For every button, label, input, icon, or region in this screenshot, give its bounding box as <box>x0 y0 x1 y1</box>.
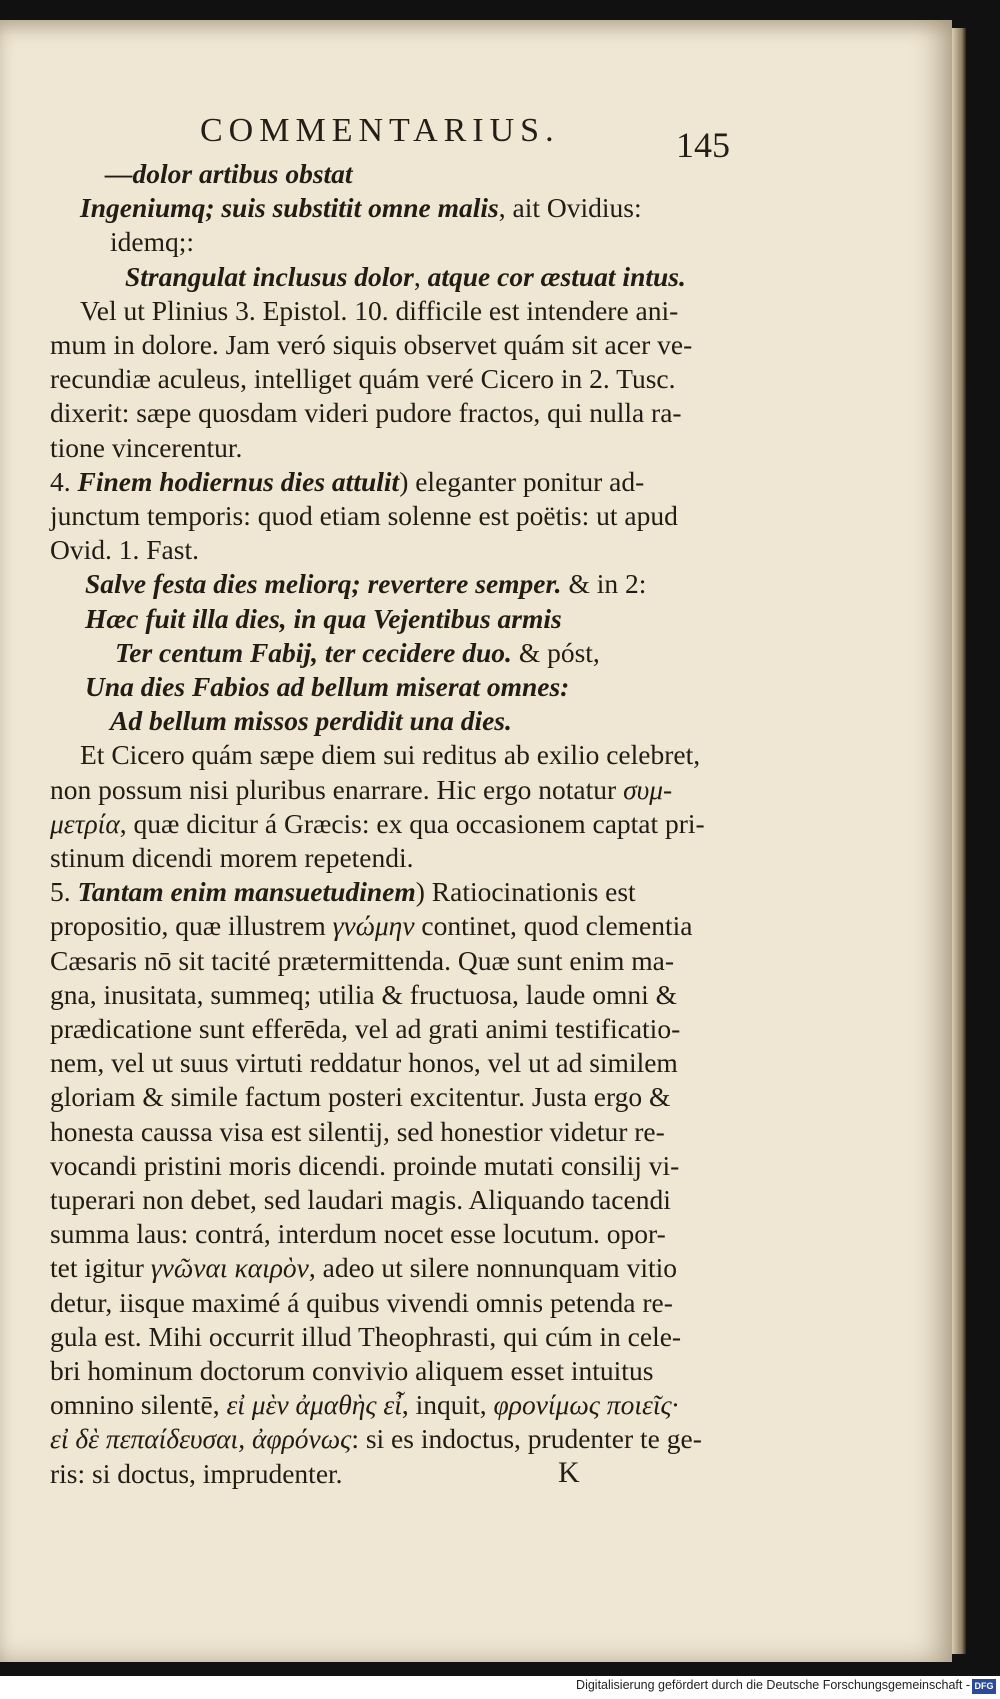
roman-text: summa laus: contrá, interdum nocet esse locutum. opor- <box>50 1218 666 1249</box>
text-line <box>50 1251 677 1285</box>
italic-quotation: Hæc fuit illa dies, in qua Vejentibus armis <box>85 603 562 634</box>
italic-quotation: Tantam enim mansuetudinem <box>77 876 416 907</box>
roman-text: bri hominum doctorum convivio aliquem esset intuitus <box>50 1355 654 1386</box>
roman-text: gula est. Mihi occurrit illud Theophrasti, qui cúm in cele- <box>50 1321 682 1352</box>
text-line <box>85 670 569 704</box>
roman-text: 4. <box>50 466 78 497</box>
text-line <box>50 1012 680 1046</box>
greek-phrase: συμ- <box>623 774 673 805</box>
catchword: K <box>558 1456 580 1489</box>
text-line <box>50 909 693 943</box>
roman-text: propositio, quæ illustrem <box>50 910 333 941</box>
roman-text: & in 2: <box>561 568 647 599</box>
greek-phrase: γνώμην <box>332 910 415 941</box>
text-line <box>80 294 678 328</box>
text-line <box>110 704 512 738</box>
italic-quotation: —dolor artibus obstat <box>105 158 353 189</box>
text-line <box>105 157 353 191</box>
running-head: COMMENTARIUS. <box>200 112 560 149</box>
text-line <box>50 1046 678 1080</box>
roman-text: omnino silentē, <box>50 1389 227 1420</box>
roman-text: tione vincerentur. <box>50 432 243 463</box>
roman-text: gloriam & simile factum posteri excitentur. Justa ergo & <box>50 1081 671 1112</box>
book-page <box>0 20 952 1662</box>
text-line <box>50 841 414 875</box>
roman-text: Et Cicero quám sæpe diem sui reditus ab exilio celebret, <box>80 739 701 770</box>
italic-quotation: Ter centum Fabij, ter cecidere duo. <box>115 637 512 668</box>
text-line <box>50 1115 665 1149</box>
text-line <box>50 431 242 465</box>
roman-text: detur, iisque maximé á quibus vivendi omnis petenda re- <box>50 1287 673 1318</box>
text-line <box>50 978 677 1012</box>
roman-text: Ovid. 1. Fast. <box>50 534 199 565</box>
text-line <box>80 191 642 225</box>
italic-quotation: Salve festa dies meliorq; revertere semper. <box>85 568 562 599</box>
text-line <box>50 807 705 841</box>
italic-quotation: atque cor æstuat intus. <box>427 261 686 292</box>
funding-credit: Digitalisierung gefördert durch die Deutsche Forschungsgemeinschaft - <box>576 1678 970 1692</box>
text-line <box>80 738 700 772</box>
roman-text: junctum temporis: quod etiam solenne est poëtis: ut apud <box>50 500 678 531</box>
italic-quotation: Ad bellum missos perdidit una dies. <box>110 705 512 736</box>
text-line <box>85 567 646 601</box>
page-number: 145 <box>676 125 730 165</box>
text-line <box>50 396 682 430</box>
text-line <box>50 1080 670 1114</box>
text-line <box>50 875 636 909</box>
text-line <box>85 602 562 636</box>
roman-text: dixerit: sæpe quosdam videri pudore fractos, qui nulla ra- <box>50 397 682 428</box>
roman-text: non possum nisi pluribus enarrare. Hic ergo notatur <box>50 774 624 805</box>
text-line <box>50 1149 679 1183</box>
greek-phrase: μετρία <box>50 808 120 839</box>
greek-phrase: γνῶναι καιρὸν <box>150 1252 309 1283</box>
roman-text: vocandi pristini moris dicendi. proinde mutati consilij vi- <box>50 1150 680 1181</box>
text-line <box>125 260 686 294</box>
roman-text: prædicatione sunt efferēda, vel ad grati animi testificatio- <box>50 1013 681 1044</box>
roman-text: : si es indoctus, prudenter te ge- <box>351 1423 702 1454</box>
roman-text: Cæsaris nō sit tacité prætermittenda. Quæ sunt enim ma- <box>50 945 675 976</box>
roman-text: , adeo ut silere nonnunquam vitio <box>308 1252 677 1283</box>
roman-text: nem, vel ut suus virtuti reddatur honos, vel ut ad similem <box>50 1047 678 1078</box>
roman-text: stinum dicendi morem repetendi. <box>50 842 414 873</box>
roman-text: , inquit, <box>401 1389 494 1420</box>
text-line <box>115 636 600 670</box>
italic-quotation: Finem hodiernus dies attulit <box>77 466 400 497</box>
roman-text: tet igitur <box>50 1252 151 1283</box>
greek-phrase: φρονίμως ποιεῖς· <box>493 1389 679 1420</box>
roman-text: mum in dolore. Jam veró siquis observet quám sit acer ve- <box>50 329 693 360</box>
roman-text: ris: si doctus, imprudenter. <box>50 1458 343 1489</box>
italic-quotation: Ingeniumq; suis substitit omne malis <box>80 192 499 223</box>
text-line <box>50 1286 673 1320</box>
roman-text: 5. <box>50 876 78 907</box>
roman-text: , quæ dicitur á Græcis: ex qua occasionem captat pri- <box>119 808 705 839</box>
greek-phrase: εἰ μὲν ἀμαθὴς εἶ <box>226 1389 402 1420</box>
italic-quotation: Una dies Fabios ad bellum miserat omnes: <box>85 671 570 702</box>
text-line <box>50 1457 343 1491</box>
roman-text: , <box>413 261 428 292</box>
roman-text: ) eleganter ponitur ad- <box>399 466 645 497</box>
roman-text: ) Ratiocinationis est <box>415 876 636 907</box>
roman-text: & póst, <box>511 637 600 668</box>
roman-text: continet, quod clementia <box>414 910 693 941</box>
roman-text: gna, inusitata, summeq; utilia & fructuosa, laude omni & <box>50 979 678 1010</box>
dfg-logo: DFG <box>972 1679 996 1694</box>
text-line <box>50 1320 681 1354</box>
roman-text: tuperari non debet, sed laudari magis. Aliquando tacendi <box>50 1184 671 1215</box>
text-line <box>50 533 199 567</box>
greek-phrase: εἰ δὲ πεπαίδευσαι, ἀφρόνως <box>50 1423 352 1454</box>
text-line <box>50 1217 666 1251</box>
text-line <box>50 465 644 499</box>
text-line <box>50 773 672 807</box>
text-line <box>50 362 676 396</box>
text-line <box>50 1422 702 1456</box>
text-line <box>50 1183 671 1217</box>
roman-text: Vel ut Plinius 3. Epistol. 10. difficile est intendere ani- <box>80 295 679 326</box>
italic-quotation: Strangulat inclusus dolor <box>125 261 414 292</box>
text-line <box>110 225 194 259</box>
roman-text: , ait Ovidius: <box>498 192 642 223</box>
page-edge <box>952 28 966 1654</box>
roman-text: recundiæ aculeus, intelliget quám veré Cicero in 2. Tusc. <box>50 363 676 394</box>
text-line <box>50 1388 679 1422</box>
footer-bar <box>0 1676 1000 1699</box>
text-line <box>50 328 692 362</box>
roman-text: idemq;: <box>110 226 195 257</box>
text-line <box>50 499 678 533</box>
text-line <box>50 1354 653 1388</box>
roman-text: honesta caussa visa est silentij, sed honestior videtur re- <box>50 1116 665 1147</box>
text-line <box>50 944 674 978</box>
